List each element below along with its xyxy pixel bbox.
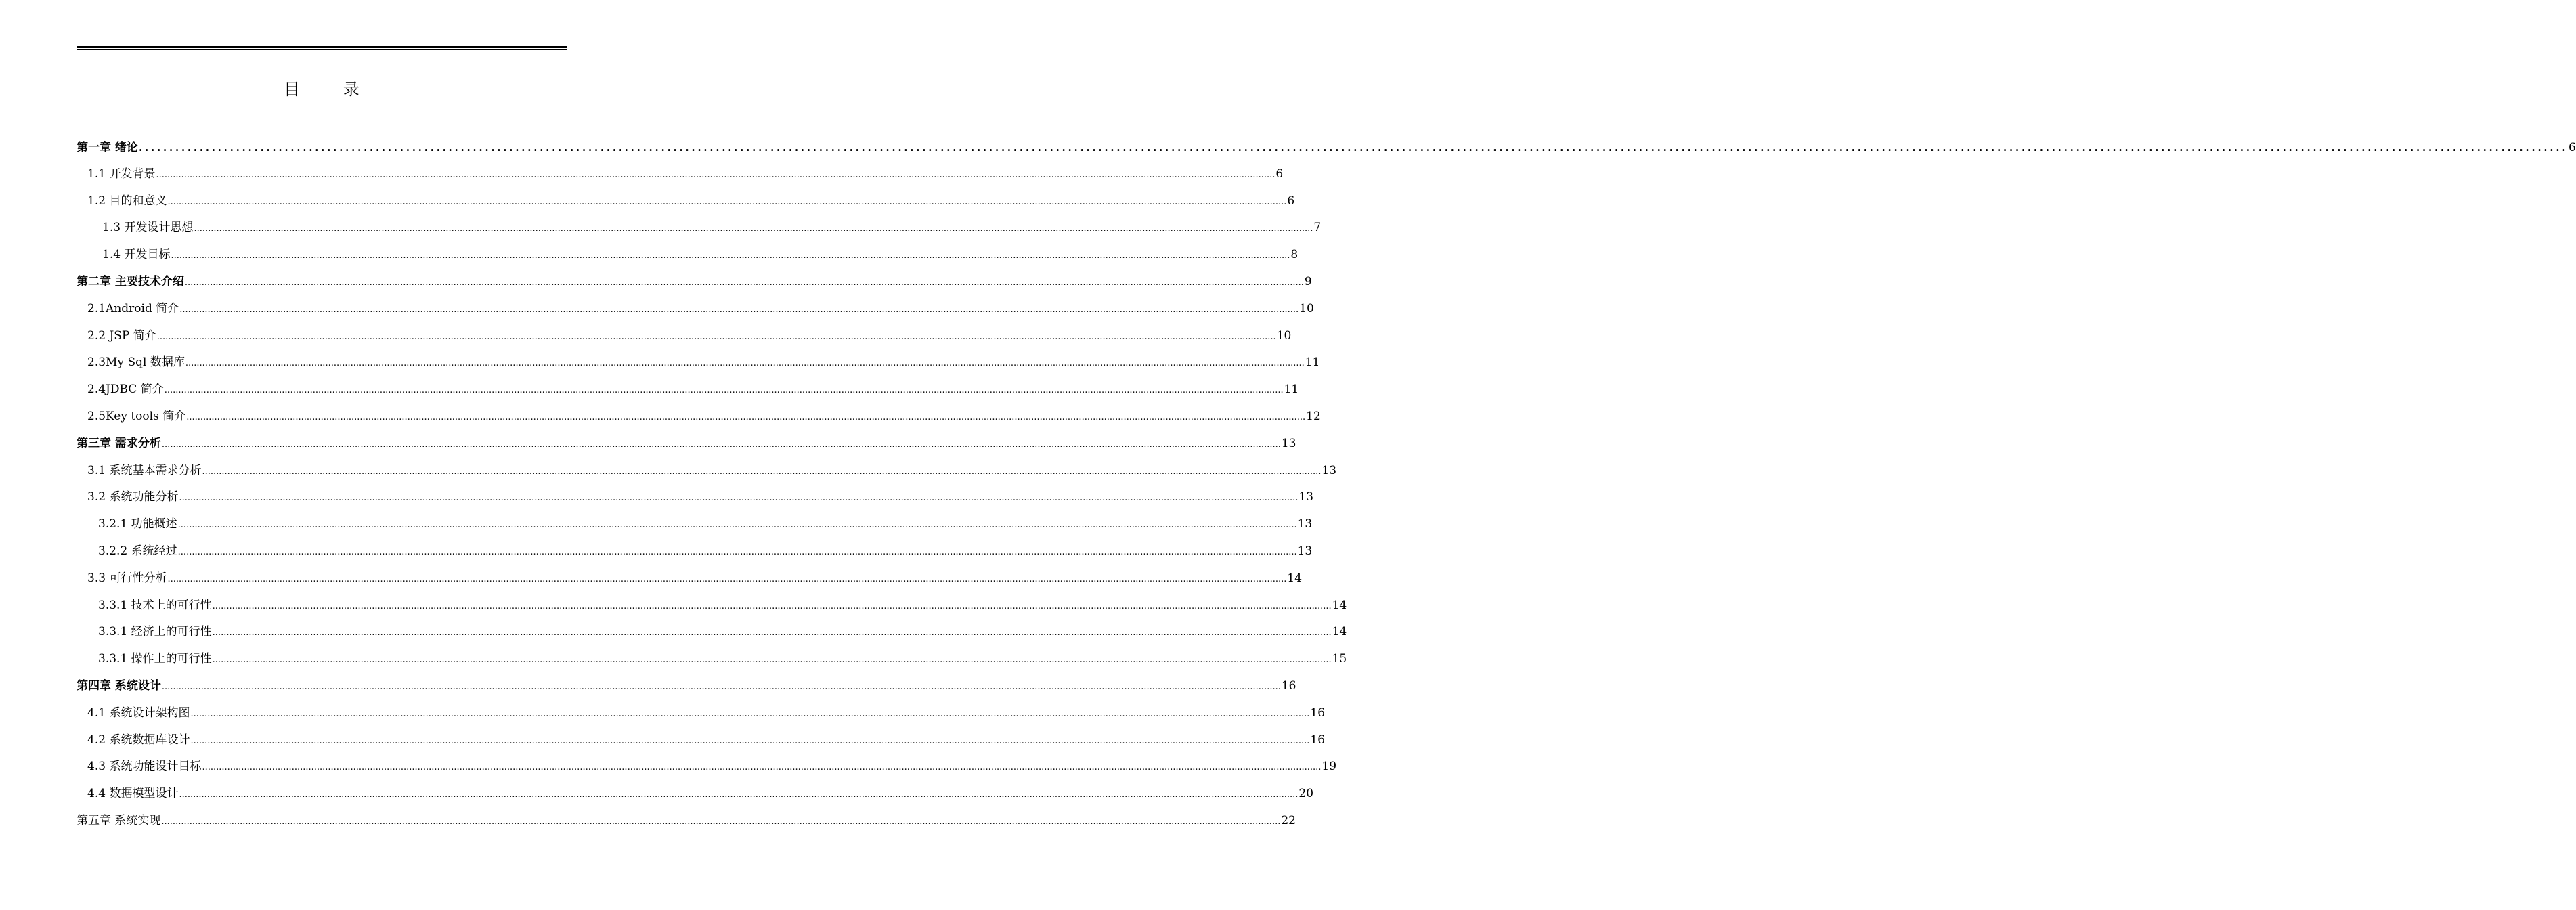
toc-leader-dots: ................................................................................................................................................................................................................................................................................................................................................................................................................: [161, 816, 1281, 827]
toc-entry-label: 3.3.1 经济上的可行性: [98, 625, 212, 639]
toc-leader-dots: ................................................................................................................................................................................................................................................................................................................................................................................................................: [190, 708, 1310, 719]
toc-entry-page: 11: [1284, 383, 1299, 397]
toc-entry[interactable]: [77, 808, 1296, 835]
toc-leader-dots: ................................................................................................................................................................................................................................................................................................................................................................................................................: [167, 196, 1287, 207]
toc-entry[interactable]: [77, 754, 1337, 781]
toc-entry-page: 14: [1332, 598, 1347, 612]
toc-leader-dots: ................................................................................................................................................................................................................................................................................................................................................................................................................: [185, 358, 1305, 369]
toc-entry-page: 16: [1310, 733, 1326, 747]
toc-entry-label: 3.2 系统功能分析: [87, 490, 179, 504]
toc-entry[interactable]: [77, 511, 1313, 538]
toc-entry-label: 第三章 需求分析: [77, 436, 161, 450]
toc-leader-dots: ................................................................................................................................................................................................................................................................................................................................................................................................................: [202, 466, 1322, 477]
toc-entry-label: 3.3 可行性分析: [87, 571, 167, 585]
toc-entry-label: 3.3.1 技术上的可行性: [98, 598, 212, 612]
toc-entry[interactable]: [77, 700, 1326, 727]
table-of-contents: [77, 134, 2576, 835]
toc-entry[interactable]: [77, 458, 1337, 485]
toc-entry[interactable]: [77, 484, 1314, 511]
toc-entry-label: 3.1 系统基本需求分析: [87, 463, 202, 477]
toc-entry-page: 6: [1287, 194, 1295, 208]
toc-entry-page: 7: [1313, 221, 1322, 235]
toc-entry[interactable]: [77, 134, 2576, 161]
toc-entry-page: 13: [1297, 544, 1313, 558]
toc-entry-page: 15: [1332, 652, 1347, 666]
toc-entry-page: 19: [1322, 760, 1337, 774]
toc-leader-dots: ................................................................................................................................................................................................................................................................................................................................................................................................................: [179, 789, 1298, 800]
toc-leader-dots: ................................................................................................................................................................................................................................................................................................................................................................................................................: [190, 735, 1310, 746]
toc-leader-dots: ................................................................................................................................................................................................................................................................................................................................................................................................................: [184, 277, 1304, 288]
toc-entry[interactable]: [77, 269, 1312, 296]
toc-leader-dots: ................................................................................................................................................................................................................................................................................................................................................................................................................: [177, 520, 1297, 531]
toc-entry-page: 16: [1281, 678, 1296, 693]
toc-leader-dots: ................................................................................................................................................................................................................................................................................................................................................................................................................: [212, 601, 1332, 611]
toc-entry[interactable]: [77, 727, 1326, 754]
toc-leader-dots: ................................................................................................................................................................................................................................................................................................................................................................................................................: [194, 223, 1313, 234]
toc-entry-label: 2.4JDBC 简介: [87, 383, 164, 397]
toc-entry-label: 2.1Android 简介: [87, 301, 179, 316]
toc-leader-dots: ................................................................................................................................................................................................................................................................................................................................................................................................................: [156, 331, 1276, 342]
toc-leader-dots: ................................................................................................................................................................................................................................................................................................................................................................................................................: [171, 251, 1290, 261]
toc-entry[interactable]: [77, 188, 1295, 215]
toc-entry-page: 6: [1275, 167, 1284, 181]
toc-entry-page: 10: [1299, 301, 1314, 316]
toc-entry-label: 4.1 系统设计架构图: [87, 706, 190, 720]
toc-entry-label: 4.2 系统数据库设计: [87, 733, 190, 747]
toc-entry[interactable]: [77, 781, 1314, 808]
toc-entry[interactable]: [77, 215, 1322, 242]
header-rule-thin: [77, 49, 567, 50]
toc-entry[interactable]: [77, 349, 1320, 376]
toc-entry-page: 13: [1298, 490, 1314, 504]
toc-entry-label: 3.2.2 系统经过: [98, 544, 177, 558]
toc-leader-dots: ................................................................................................................................................................................................................................................................................................................................................................................................................: [179, 493, 1298, 504]
toc-entry-label: 第一章 绪论: [77, 141, 138, 154]
toc-entry-label: 1.4 开发目标: [102, 248, 171, 262]
toc-entry-page: 14: [1332, 625, 1347, 639]
toc-entry-page: 16: [1310, 706, 1326, 720]
toc-leader-dots: ................................................................................................................................................................................................................................................................................................................................................................................................................: [156, 169, 1275, 180]
toc-entry[interactable]: [77, 619, 1347, 646]
toc-leader-dots: ................................................................................................................................................................................................................................................................................................................................................................................................................: [179, 304, 1299, 315]
toc-leader-dots: ................................................................................................................................................................................................................................................................................................................................................................................................................: [202, 762, 1322, 773]
toc-entry-label: 3.2.1 功能概述: [98, 517, 177, 532]
toc-entry-label: 2.2 JSP 简介: [87, 328, 156, 343]
toc-entry[interactable]: [77, 376, 1299, 404]
toc-entry[interactable]: [77, 592, 1347, 620]
toc-entry-page: 8: [1290, 248, 1298, 262]
toc-leader-dots: ................................................................................................................................................................................................................................................................................................................................................................................................................: [177, 546, 1297, 557]
toc-entry-page: 11: [1305, 355, 1320, 370]
toc-entry-page: 22: [1281, 813, 1296, 827]
toc-entry-page: 6: [2569, 141, 2576, 154]
toc-entry-page: 12: [1306, 409, 1321, 423]
toc-entry[interactable]: [77, 323, 1292, 350]
toc-entry-label: 4.4 数据模型设计: [87, 787, 179, 801]
toc-entry-page: 9: [1304, 274, 1312, 288]
toc-entry-page: 10: [1276, 328, 1292, 343]
toc-entry-page: 14: [1287, 571, 1303, 585]
toc-entry[interactable]: [77, 242, 1298, 269]
header-rule-thick: [77, 46, 567, 48]
toc-entry-page: 20: [1298, 787, 1314, 801]
toc-entry[interactable]: [77, 296, 1314, 323]
toc-entry[interactable]: [77, 161, 1284, 188]
toc-entry[interactable]: [77, 565, 1303, 592]
toc-entry-label: 2.5Key tools 简介: [87, 409, 186, 423]
toc-entry-label: 1.1 开发背景: [87, 167, 156, 181]
toc-entry-page: 13: [1281, 436, 1296, 450]
toc-entry-label: 第二章 主要技术介绍: [77, 274, 184, 288]
toc-entry-label: 3.3.1 操作上的可行性: [98, 652, 212, 666]
toc-leader-dots: ................................................................................................................................................................................................................................................................................................................................................................................................................: [161, 439, 1281, 450]
toc-leader-dots: ................................................................................................................................................................................................................................................................................................................................................................................................................: [167, 573, 1287, 584]
toc-entry-page: 13: [1322, 463, 1337, 477]
toc-entry-label: 4.3 系统功能设计目标: [87, 760, 202, 774]
toc-entry-label: 第四章 系统设计: [77, 678, 161, 693]
toc-entry-label: 2.3My Sql 数据库: [87, 355, 185, 370]
toc-leader-dots: ................................................................................................................................................................................................................................................................................................................................................................................................................: [186, 412, 1306, 422]
toc-entry[interactable]: [77, 646, 1347, 673]
toc-leader-dots: ................................................................................................................................................................................................................................................................................................................................................................................................................: [164, 385, 1284, 396]
toc-entry[interactable]: [77, 404, 1321, 431]
toc-entry[interactable]: [77, 673, 1296, 700]
toc-entry-label: 1.3 开发设计思想: [102, 221, 194, 235]
toc-entry[interactable]: [77, 431, 1296, 458]
toc-leader-dots: ................................................................................................................................................................................................................................................................................................................................................................................................................: [138, 141, 2569, 154]
toc-leader-dots: ................................................................................................................................................................................................................................................................................................................................................................................................................: [212, 628, 1332, 638]
toc-leader-dots: ................................................................................................................................................................................................................................................................................................................................................................................................................: [212, 655, 1332, 666]
toc-entry[interactable]: [77, 538, 1313, 565]
toc-entry-label: 1.2 目的和意义: [87, 194, 167, 208]
toc-leader-dots: ................................................................................................................................................................................................................................................................................................................................................................................................................: [161, 681, 1281, 692]
toc-entry-label: 第五章 系统实现: [77, 813, 161, 827]
toc-entry-page: 13: [1297, 517, 1313, 532]
page-title: 目 录: [284, 80, 378, 99]
